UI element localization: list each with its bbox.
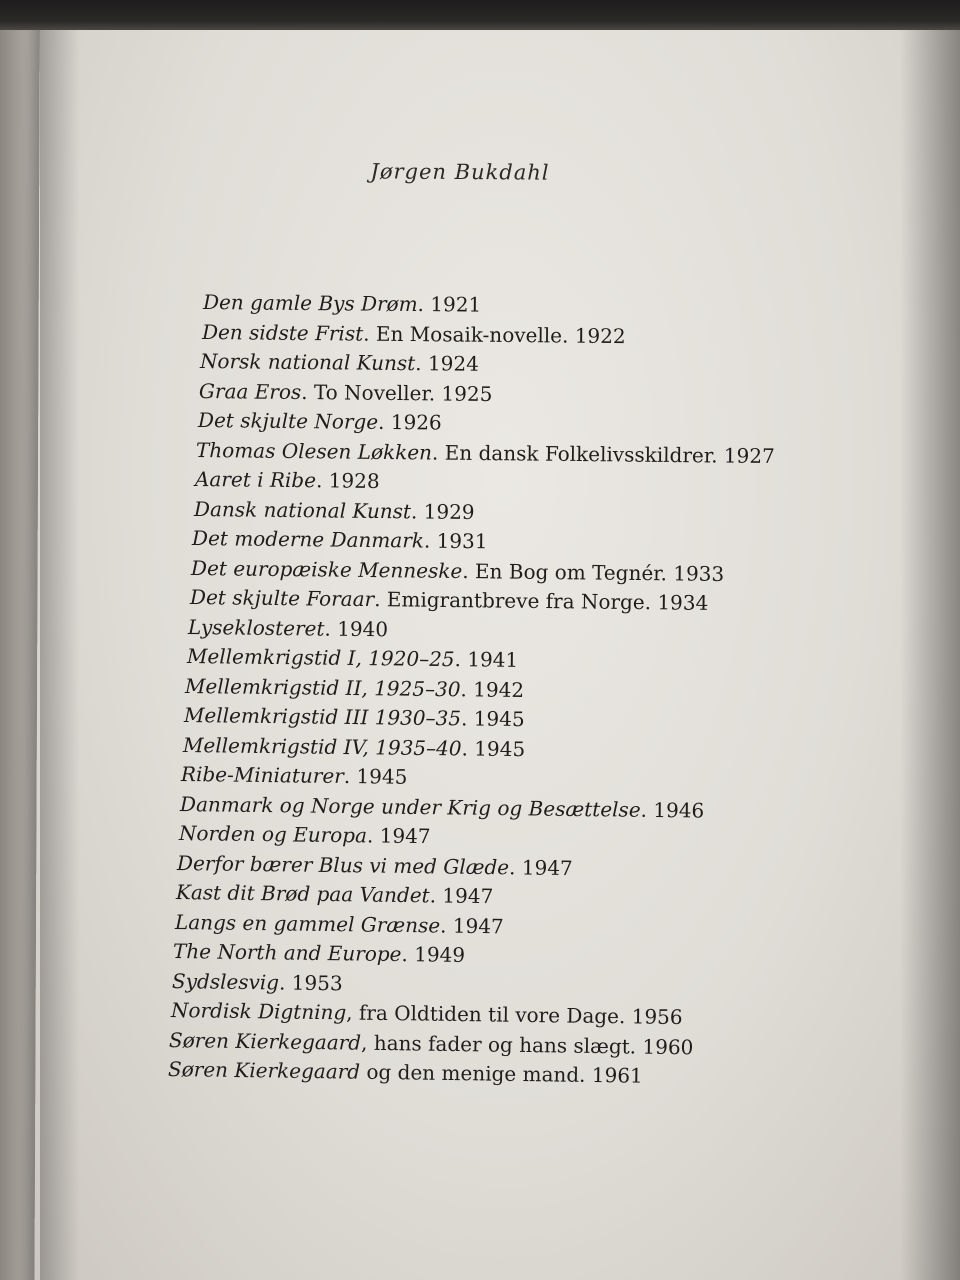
work-title: Mellemkrigstid I, 1920–25 bbox=[186, 644, 455, 672]
work-title: Det moderne Danmark bbox=[192, 526, 425, 553]
work-details: . En Bog om Tegnér. 1933 bbox=[461, 558, 725, 586]
work-details: . En Mosaik-novelle. 1922 bbox=[362, 321, 626, 348]
work-details: . To Noveller. 1925 bbox=[301, 379, 493, 406]
work-title: Norden og Europa bbox=[178, 821, 367, 848]
work-details: . 1946 bbox=[640, 797, 705, 823]
work-details: . 1949 bbox=[401, 942, 466, 967]
work-title: Det skjulte Foraar bbox=[189, 585, 374, 612]
cover-edge bbox=[0, 0, 960, 30]
work-details: . 1945 bbox=[461, 706, 525, 732]
work-details: . 1942 bbox=[460, 676, 525, 702]
work-details: . 1929 bbox=[410, 498, 475, 524]
work-title: Danmark og Norge under Krig og Besættelse bbox=[179, 791, 641, 822]
work-details: . 1926 bbox=[377, 409, 442, 435]
work-details: . 1928 bbox=[315, 468, 380, 493]
work-title: Thomas Olesen Løkken bbox=[196, 437, 433, 464]
work-details: . 1953 bbox=[278, 969, 343, 995]
work-title: Langs en gammel Grænse bbox=[174, 909, 440, 938]
work-details: . 1945 bbox=[461, 735, 526, 761]
work-title: Lyseklosteret bbox=[188, 614, 325, 641]
work-details: , fra Oldtiden til vore Dage. 1956 bbox=[345, 1000, 683, 1030]
work-details: . 1924 bbox=[415, 351, 480, 376]
work-title: Kast dit Brød paa Vandet bbox=[175, 880, 430, 908]
work-title: Det europæiske Menneske bbox=[190, 555, 463, 583]
work-title: Graa Eros bbox=[198, 378, 302, 404]
author-heading: Jørgen Bukdahl bbox=[370, 159, 550, 185]
work-details: . 1947 bbox=[366, 823, 431, 849]
work-title: Mellemkrigstid III 1930–35 bbox=[183, 703, 462, 731]
work-title: Det skjulte Norge bbox=[197, 408, 378, 434]
work-details: . 1940 bbox=[324, 616, 389, 641]
work-details: , hans fader og hans slægt. 1960 bbox=[361, 1030, 694, 1059]
work-title: Den sidste Frist bbox=[201, 319, 363, 346]
work-details: . 1945 bbox=[344, 764, 408, 789]
bibliography-list bbox=[167, 288, 890, 1088]
right-shadow bbox=[900, 0, 960, 1280]
work-title: Derfor bærer Blus vi med Glæde bbox=[177, 850, 510, 879]
work-details: og den menige mand. 1961 bbox=[359, 1059, 643, 1088]
work-title: The North and Europe bbox=[173, 939, 402, 967]
work-details: . 1947 bbox=[509, 854, 574, 880]
work-title: Den gamle Bys Drøm bbox=[202, 290, 418, 317]
work-title: Mellemkrigstid IV, 1935–40 bbox=[182, 732, 462, 760]
work-title: Dansk national Kunst bbox=[193, 496, 411, 523]
work-title: Sydslesvig bbox=[171, 968, 280, 994]
work-details: . Emigrantbreve fra Norge. 1934 bbox=[373, 587, 708, 615]
work-details: . 1941 bbox=[454, 647, 519, 672]
work-title: Søren Kierkegaard bbox=[169, 1027, 362, 1055]
work-title: Mellemkrigstid II, 1925–30 bbox=[185, 673, 462, 701]
work-title: Norsk national Kunst bbox=[200, 349, 416, 376]
work-details: . 1931 bbox=[424, 528, 488, 554]
work-details: . 1947 bbox=[429, 883, 494, 909]
work-title: Ribe-Miniaturer bbox=[181, 762, 345, 789]
work-title: Aaret i Ribe bbox=[194, 467, 317, 493]
work-title: Søren Kierkegaard bbox=[167, 1057, 361, 1084]
work-details: . 1947 bbox=[439, 913, 504, 938]
work-details: . En dansk Folkelivsskildrer. 1927 bbox=[432, 439, 776, 468]
work-details: . 1921 bbox=[417, 292, 482, 317]
work-title: Nordisk Digtning bbox=[170, 998, 347, 1025]
gutter-shadow bbox=[40, 18, 80, 1280]
